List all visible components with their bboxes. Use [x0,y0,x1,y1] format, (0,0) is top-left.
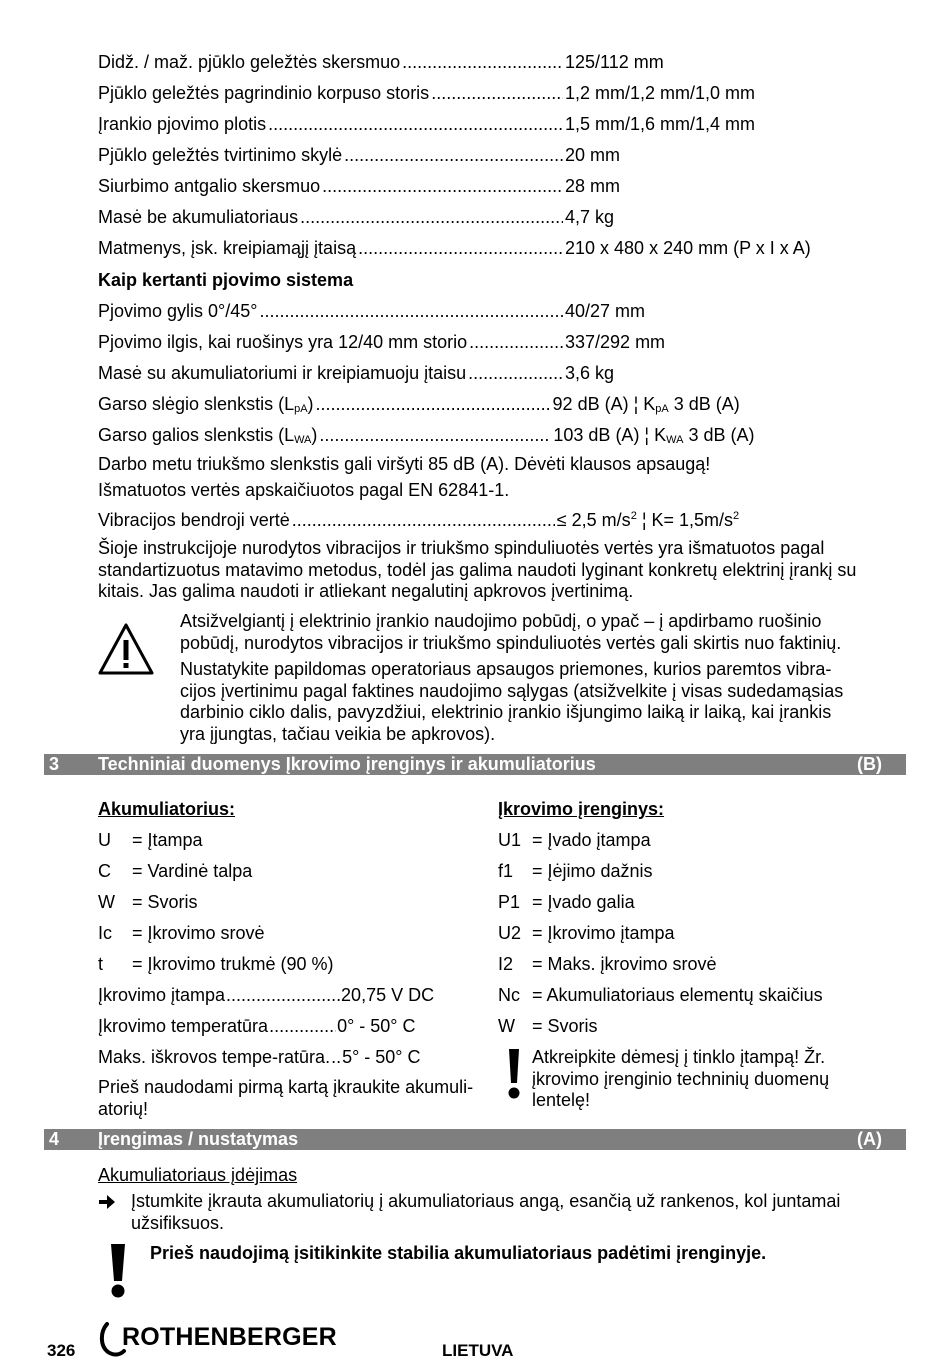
spec-label: Siurbimo antgalio skersmuo [98,176,321,196]
page-number: 326 [47,1341,76,1360]
vibration-paragraph: Šioje instrukcijoje nurodytos vibracijos ir triukšmo spinduliuotės vertės yra išmatuotos pagal standartizuotus matavimo metodus, todėl jas galima naudoti lyginant konkretų elektrinį įrankį su kitais. Jas galima naudoti ir atliekant negalutinį apkrovos įvertinimą. [98,538,857,601]
leader-dots [431,83,563,104]
leader-dots [269,1016,336,1037]
spec-value: 28 mm [565,176,621,196]
leader-dots [402,52,563,73]
spec-value: 210 x 480 x 240 mm (P x I x A) [565,238,811,258]
spec-value: 3,6 kg [565,363,615,383]
symbol: Ic [98,923,113,943]
symbol-definition: = Svoris [132,892,198,912]
section-title: Įrengimas / nustatymas [98,1129,299,1149]
spec-row-sound-pressure [98,394,898,420]
battery-heading: Akumuliatorius: [98,799,236,819]
section-header-3 [44,754,906,775]
section-number: 4 [49,1129,60,1149]
section-tag: (A) [857,1129,882,1149]
subheading-cutting-system: Kaip kertanti pjovimo sistema [98,270,354,290]
spec-row [98,363,898,389]
spec-label: Masė be akumuliatoriaus [98,207,299,227]
exclamation-icon [505,1047,523,1101]
symbol: U1 [498,830,522,850]
symbol-definition: = Vardinė talpa [132,861,253,881]
symbol: t [98,954,104,974]
install-subheading: Akumuliatoriaus įdėjimas [98,1165,298,1185]
symbol: P1 [498,892,521,912]
leader-dots [259,301,563,322]
leader-dots [316,394,551,415]
warning-triangle-icon [97,622,155,676]
spec-value: 337/292 mm [565,332,666,352]
spec-row-vibration [98,510,898,536]
spec-row [98,301,898,327]
symbol: U2 [498,923,522,943]
symbol: C [98,861,111,881]
warning-paragraph-1: Atsižvelgiantį į elektrinio įrankio naudojimo pobūdį, o ypač – į apdirbamo ruošinio pobūdį, nurodytos vibracijos ir triukšmo spinduliuotės vertės gali skirtis nuo faktinių. [180,611,842,653]
spec-value: 20,75 V DC [341,985,435,1005]
footer-language: LIETUVA [442,1341,514,1360]
spec-label: Garso galios slenkstis $(L_{WA})$ [98,425,318,446]
symbol: W [498,1016,515,1036]
spec-label: Įkrovimo temperatūra [98,1016,269,1036]
spec-value: 125/112 mm [565,52,664,72]
leader-dots [322,176,563,197]
spec-label: Vibracijos bendroji vertė [98,510,290,530]
symbol-definition: = Akumuliatoriaus elementų skaičius [532,985,823,1005]
section-tag: (B) [857,754,882,774]
symbol-definition: = Įvado įtampa [532,830,651,850]
symbol-definition: = Įkrovimo srovė [132,923,265,943]
spec-value: 20 mm [565,145,621,165]
charger-note: Atkreipkite dėmesį į tinklo įtampą! Žr. įkrovimo įrenginio techninių duomenų lentelę! [532,1047,830,1110]
symbol-definition: = Įtampa [132,830,203,850]
leader-dots [358,238,563,259]
spec-value: 4,7 kg [565,207,615,227]
battery-spec-charge-temperature [98,1016,498,1037]
leader-dots [344,145,563,166]
spec-label: Pjovimo gylis 0°/45° [98,301,258,321]
symbol-definition: = Maks. įkrovimo srovė [532,954,717,974]
leader-dots [292,510,555,531]
battery-spec-charge-voltage [98,985,498,1006]
spec-value: ≤ 2,5 $m/s^2$ ¦ $K= 1,5m/s^2$ [556,510,740,530]
symbol: I2 [498,954,514,974]
charger-heading: Įkrovimo įrenginys: [498,799,665,819]
spec-label: Pjūklo geležtės pagrindinio korpuso storis [98,83,430,103]
spec-row [98,207,898,233]
symbol-definition: = Įkrovimo įtampa [532,923,675,943]
arrow-right-icon [98,1194,116,1215]
symbol: f1 [498,861,514,881]
noise-note-standard: Išmatuotos vertės apskaičiuotos pagal EN 62841-1. [98,480,510,500]
spec-row [98,145,898,171]
leader-dots [268,114,563,135]
spec-label: Pjūklo geležtės tvirtinimo skylė [98,145,343,165]
install-warning: Prieš naudojimą įsitikinkite stabilia akumuliatoriaus padėtimi įrenginyje. [150,1243,767,1263]
section-header-4 [44,1129,906,1150]
leader-dots [468,363,563,384]
spec-value: 1,5 mm/1,6 mm/1,4 mm [565,114,756,134]
warning-paragraph-2: Nustatykite papildomas operatoriaus apsaugos priemones, kurios paremtos vibra- cijos įvertinimu pagal faktines naudojimo sąlygas (atsižvelkite į visas sudedamąsias darbinio ciklo dalis, pavyzdžiui, elektrinio įrankio išjungimo laiką ir laiką, kai įrankis yra įjungtas, tačiau veikia be apkrovos). [180,659,844,744]
spec-value: 40/27 mm [565,301,646,321]
spec-value: 0° - 50° C [337,1016,416,1036]
battery-note: Prieš naudodami pirmą kartą įkraukite akumuli- atorių! [98,1077,474,1119]
symbol: W [98,892,115,912]
spec-value: 103 dB (A) ¦ $K_{WA}$ 3 dB (A) [553,425,755,446]
symbol-definition: = Įvado galia [532,892,635,912]
spec-label: Matmenys, įsk. kreipiamąjį įtaisą [98,238,357,258]
install-step: Įstumkite įkrauta akumuliatorių į akumuliatoriaus angą, esančią už rankenos, kol juntamai užsifiksuos. [131,1191,841,1233]
leader-dots [226,985,340,1006]
leader-dots [319,425,551,446]
spec-row [98,52,898,78]
svg-text:ROTHENBERGER: ROTHENBERGER [122,1323,337,1351]
spec-value: 5° - 50° C [342,1047,421,1067]
spec-label: Didž. / maž. pjūklo geležtės skersmuo [98,52,401,72]
symbol: U [98,830,111,850]
spec-label: Masė su akumuliatoriumi ir kreipiamuoju įtaisu [98,363,467,383]
leader-dots [331,1047,341,1068]
spec-row [98,238,898,264]
leader-dots [469,332,563,353]
spec-row-sound-power [98,425,898,451]
spec-value: 92 dB (A) ¦ $K_{pA}$ 3 dB (A) [552,394,740,415]
spec-row [98,176,898,202]
noise-note-hearing: Darbo metu triukšmo slenkstis gali viršyti 85 dB (A). Dėvėti klausos apsaugą! [98,454,711,474]
spec-label: Maks. iškrovos tempe-ratūra. [98,1047,331,1067]
spec-row [98,332,898,358]
spec-label: Įkrovimo įtampa [98,985,226,1005]
spec-label: Įrankio pjovimo plotis [98,114,267,134]
brand-logo [98,1320,348,1358]
spec-label: Pjovimo ilgis, kai ruošinys yra 12/40 mm storio [98,332,468,352]
symbol-definition: = Svoris [532,1016,598,1036]
exclamation-icon [107,1243,129,1299]
section-title: Techniniai duomenys Įkrovimo įrenginys ir akumuliatorius [98,754,596,774]
spec-row [98,114,898,140]
battery-spec-discharge-temperature [98,1047,498,1068]
section-number: 3 [49,754,60,774]
spec-label: Garso slėgio slenkstis $(L_{pA})$ [98,394,314,415]
symbol-definition: = Įėjimo dažnis [532,861,653,881]
spec-value: 1,2 mm/1,2 mm/1,0 mm [565,83,756,103]
leader-dots [300,207,563,228]
spec-row [98,83,898,109]
symbol: Nc [498,985,520,1005]
symbol-definition: = Įkrovimo trukmė (90 %) [132,954,334,974]
